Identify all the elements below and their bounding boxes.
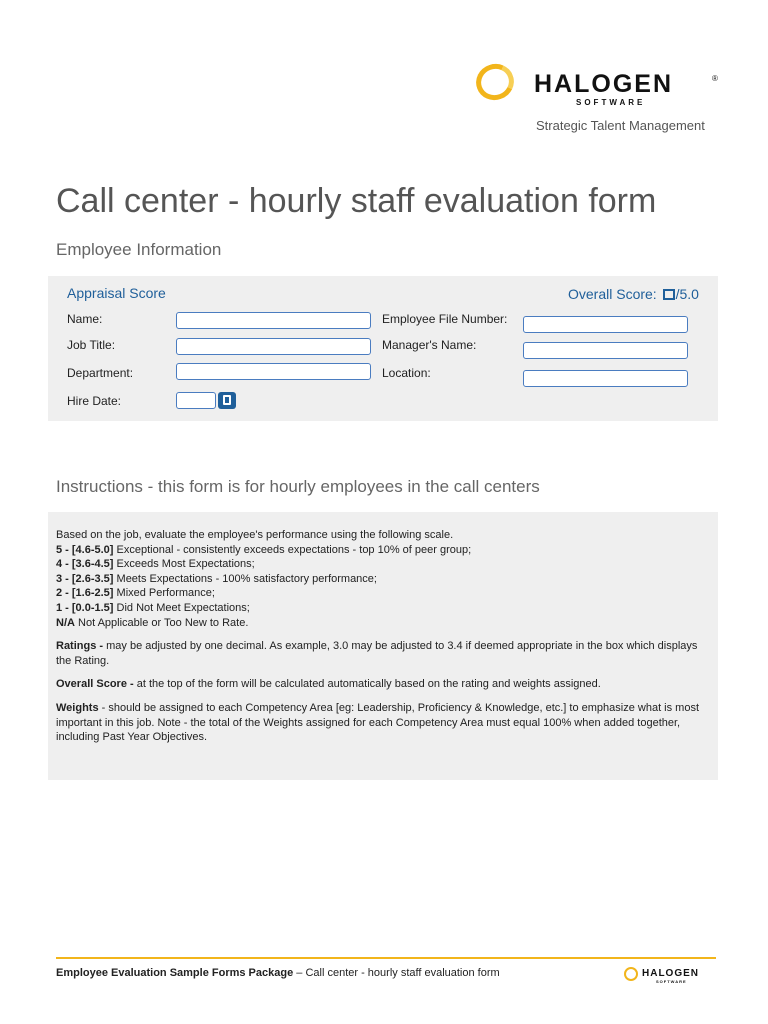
overall-note: [56, 677, 711, 692]
overall-key: Overall Score -: [56, 678, 134, 691]
instructions-intro: Based on the job, evaluate the employee's performance using the following scale.: [56, 529, 454, 541]
job-title-field[interactable]: [176, 338, 371, 355]
instructions-heading: Instructions - this form is for hourly employees in the call centers: [56, 477, 540, 496]
scale-text: Not Applicable or Too New to Rate.: [74, 616, 249, 629]
scale-item: [56, 572, 711, 587]
overall-text: at the top of the form will be calculated automatically based on the rating and weights assigned.: [133, 678, 601, 691]
footer-logo-subtext: SOFTWARE: [656, 979, 687, 984]
logo-tagline: Strategic Talent Management: [536, 118, 705, 133]
halogen-logo: [476, 62, 726, 142]
file-number-field[interactable]: [523, 316, 688, 333]
scale-text: Did Not Meet Expectations;: [113, 601, 250, 614]
scale-item: [56, 601, 711, 616]
scale-key: 4 - [3.6-4.5]: [56, 558, 114, 571]
scale-key: 5 - [4.6-5.0]: [56, 543, 114, 556]
overall-score-suffix: /5.0: [675, 286, 699, 302]
scale-text: Mixed Performance;: [113, 587, 215, 600]
instructions-panel: [48, 512, 718, 780]
weights-text: - should be assigned to each Competency Area [eg: Leadership, Proficiency & Knowledge, etc.] to emphasize what is most important in this job. Note - the total of the Weights assigned for each Competency Area must equal 100% when added together, including Past Year Objectives.: [56, 701, 700, 744]
footer-package-name: Employee Evaluation Sample Forms Package: [56, 967, 294, 979]
scale-key: N/A: [56, 616, 75, 629]
instructions-text: [56, 528, 711, 745]
calendar-button[interactable]: [218, 392, 236, 409]
manager-field[interactable]: [523, 342, 688, 359]
job-title-label: Job Title:: [67, 338, 116, 352]
logo-subtext: SOFTWARE: [576, 98, 646, 107]
scale-item: [56, 543, 711, 558]
hire-date-field[interactable]: [176, 392, 216, 409]
footer-text: [56, 967, 500, 979]
employee-info-heading: Employee Information: [56, 240, 222, 259]
scale-item: [56, 586, 711, 601]
scale-text: Meets Expectations - 100% satisfactory performance;: [113, 572, 377, 585]
logo-reg-mark: ®: [712, 74, 718, 83]
overall-score-label: Overall Score:: [568, 286, 657, 302]
footer-divider: [56, 957, 716, 959]
location-label: Location:: [382, 366, 431, 380]
department-field[interactable]: [176, 363, 371, 380]
employee-info-panel: [48, 276, 718, 421]
footer-halogen-ring-icon: [624, 967, 638, 981]
ratings-note: [56, 639, 711, 668]
page-title: Call center - hourly staff evaluation form: [56, 182, 657, 220]
ratings-text: may be adjusted by one decimal. As example, 3.0 may be adjusted to 3.4 if deemed appropriate in the box which displays the Rating.: [56, 640, 698, 667]
ratings-key: Ratings -: [56, 640, 104, 653]
location-field[interactable]: [523, 370, 688, 387]
scale-text: Exceeds Most Expectations;: [113, 558, 255, 571]
scale-key: 1 - [0.0-1.5]: [56, 601, 114, 614]
weights-key: Weights: [56, 701, 99, 714]
overall-score: [568, 286, 699, 302]
name-field[interactable]: [176, 312, 371, 329]
footer-form-name: – Call center - hourly staff evaluation form: [293, 967, 500, 979]
footer-logo-wordmark: HALOGEN: [642, 968, 699, 979]
name-label: Name:: [67, 312, 103, 326]
scale-item: [56, 616, 711, 631]
calendar-icon: [223, 395, 231, 405]
logo-wordmark: HALOGEN: [534, 70, 673, 98]
file-number-label: Employee File Number:: [382, 312, 508, 326]
appraisal-score-label: Appraisal Score: [67, 285, 166, 301]
scale-key: 3 - [2.6-3.5]: [56, 572, 114, 585]
weights-note: [56, 701, 711, 745]
scale-text: Exceptional - consistently exceeds expectations - top 10% of peer group;: [113, 543, 472, 556]
overall-score-box: [663, 289, 675, 300]
department-label: Department:: [67, 366, 134, 380]
hire-date-label: Hire Date:: [67, 394, 122, 408]
halogen-ring-icon: [471, 59, 519, 106]
scale-key: 2 - [1.6-2.5]: [56, 587, 114, 600]
scale-item: [56, 557, 711, 572]
manager-label: Manager's Name:: [382, 338, 477, 352]
footer-logo: [624, 966, 714, 986]
